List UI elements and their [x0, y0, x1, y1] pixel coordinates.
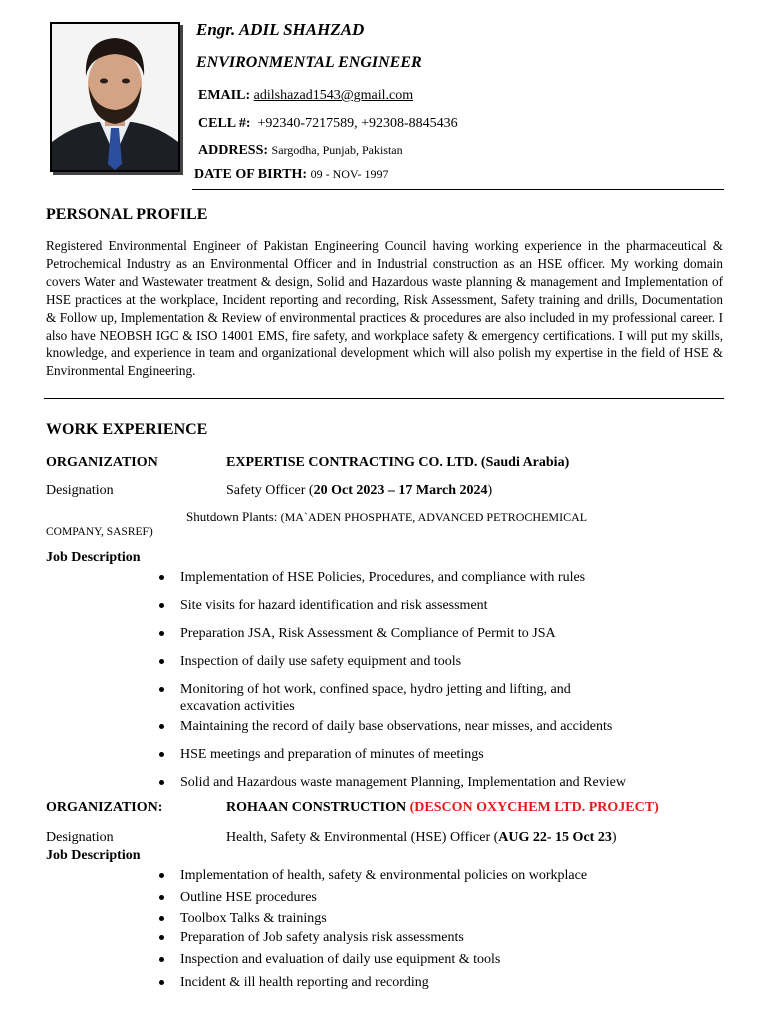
email-label: EMAIL: — [198, 88, 251, 103]
work-heading: WORK EXPERIENCE — [46, 421, 208, 438]
list-item: Incident & ill health reporting and recording — [180, 974, 640, 991]
list-item: Maintaining the record of daily base observations, near misses, and accidents — [180, 718, 640, 735]
candidate-title: ENVIRONMENTAL ENGINEER — [196, 54, 422, 71]
list-item: HSE meetings and preparation of minutes of meetings — [180, 746, 640, 763]
job2-org-name: ROHAAN CONSTRUCTION — [226, 800, 410, 815]
profile-heading: PERSONAL PROFILE — [46, 206, 208, 223]
job2-org — [226, 800, 659, 816]
email-line — [198, 88, 413, 104]
list-item: Toolbox Talks & trainings — [180, 910, 640, 927]
cell-label: CELL #: — [198, 116, 251, 131]
cell-value: +92340-7217589, +92308-8845436 — [257, 116, 458, 131]
list-item: Preparation JSA, Risk Assessment & Compliance of Permit to JSA — [180, 625, 640, 642]
job1-plants-a: (MA`ADEN PHOSPHATE, ADVANCED PETROCHEMICAL — [280, 510, 588, 524]
address-line — [198, 143, 403, 159]
job2-role: Health, Safety & Environmental (HSE) Officer ( — [226, 830, 499, 845]
job1-paren: ) — [487, 483, 493, 498]
list-item: Outline HSE procedures — [180, 889, 640, 906]
profile-divider — [44, 398, 724, 399]
list-item: Implementation of health, safety & environmental policies on workplace — [180, 867, 640, 884]
list-item: Preparation of Job safety analysis risk assessments — [180, 929, 640, 946]
list-item: Inspection of daily use safety equipment and tools — [180, 653, 640, 670]
job1-jd-label: Job Description — [46, 550, 141, 565]
address-label: ADDRESS: — [198, 143, 269, 158]
job2-org-project: (DESCON OXYCHEM LTD. PROJECT) — [409, 800, 659, 815]
job1-plants — [186, 509, 587, 525]
job2-jd-label: Job Description — [46, 848, 141, 863]
dob-value: 09 - NOV- 1997 — [310, 167, 389, 181]
job2-dates: AUG 22- 15 Oct 23 — [498, 830, 612, 845]
candidate-name: Engr. ADIL SHAHZAD — [196, 20, 365, 39]
address-value: Sargodha, Punjab, Pakistan — [271, 143, 403, 157]
job1-dates: 20 Oct 2023 – 17 March 2024 — [313, 483, 488, 498]
job1-org: EXPERTISE CONTRACTING CO. LTD. (Saudi Arabia) — [226, 455, 570, 470]
job1-designation — [226, 483, 492, 499]
profile-photo — [50, 22, 180, 172]
header-divider — [192, 189, 724, 190]
job2-org-label: ORGANIZATION: — [46, 800, 163, 815]
list-item: Implementation of HSE Policies, Procedures, and compliance with rules — [180, 569, 640, 586]
job1-role: Safety Officer ( — [226, 483, 314, 498]
list-item: Site visits for hazard identification and risk assessment — [180, 597, 640, 614]
job1-designation-label: Designation — [46, 483, 114, 498]
profile-text: Registered Environmental Engineer of Pakistan Engineering Council having working experience in the pharmaceutical & Petrochemical Industry as an Environmental Officer and in Industrial construction as an HSE officer. My working domain covers Water and Wastewater treatment & design, Solid and Hazardous waste planning & management and Implementation of HSE practices at the workplace, Incident reporting and recording, Risk Assessment, Safety training and drills, Documentation & Follow up, Implementation & Review of environmental practices & procedures are also included in my professional career. I also have NEOBSH IGC & ISO 14001 EMS, fire safety, and workplace safety & emergency certifications. I will put my skills, knowledge, and experience in team and organizational development which will also polish my expertise in the field of HSE & Environmental Engineering. — [46, 238, 723, 379]
email-link[interactable]: adilshazad1543@gmail.com — [253, 88, 414, 103]
list-item: Inspection and evaluation of daily use equipment & tools — [180, 951, 640, 968]
dob-line — [194, 167, 388, 183]
cell-line — [198, 116, 458, 132]
job1-plants-b: COMPANY, SASREF) — [46, 526, 153, 538]
job1-org-label: ORGANIZATION — [46, 455, 158, 470]
job2-paren: ) — [611, 830, 617, 845]
list-item: Monitoring of hot work, confined space, hydro jetting and lifting, and excavation activities — [180, 681, 620, 715]
job2-designation-label: Designation — [46, 830, 114, 845]
dob-label: DATE OF BIRTH: — [194, 167, 308, 182]
job2-designation — [226, 830, 617, 846]
list-item: Solid and Hazardous waste management Planning, Implementation and Review — [180, 774, 680, 791]
job1-plants-label: Shutdown Plants: — [186, 509, 281, 524]
